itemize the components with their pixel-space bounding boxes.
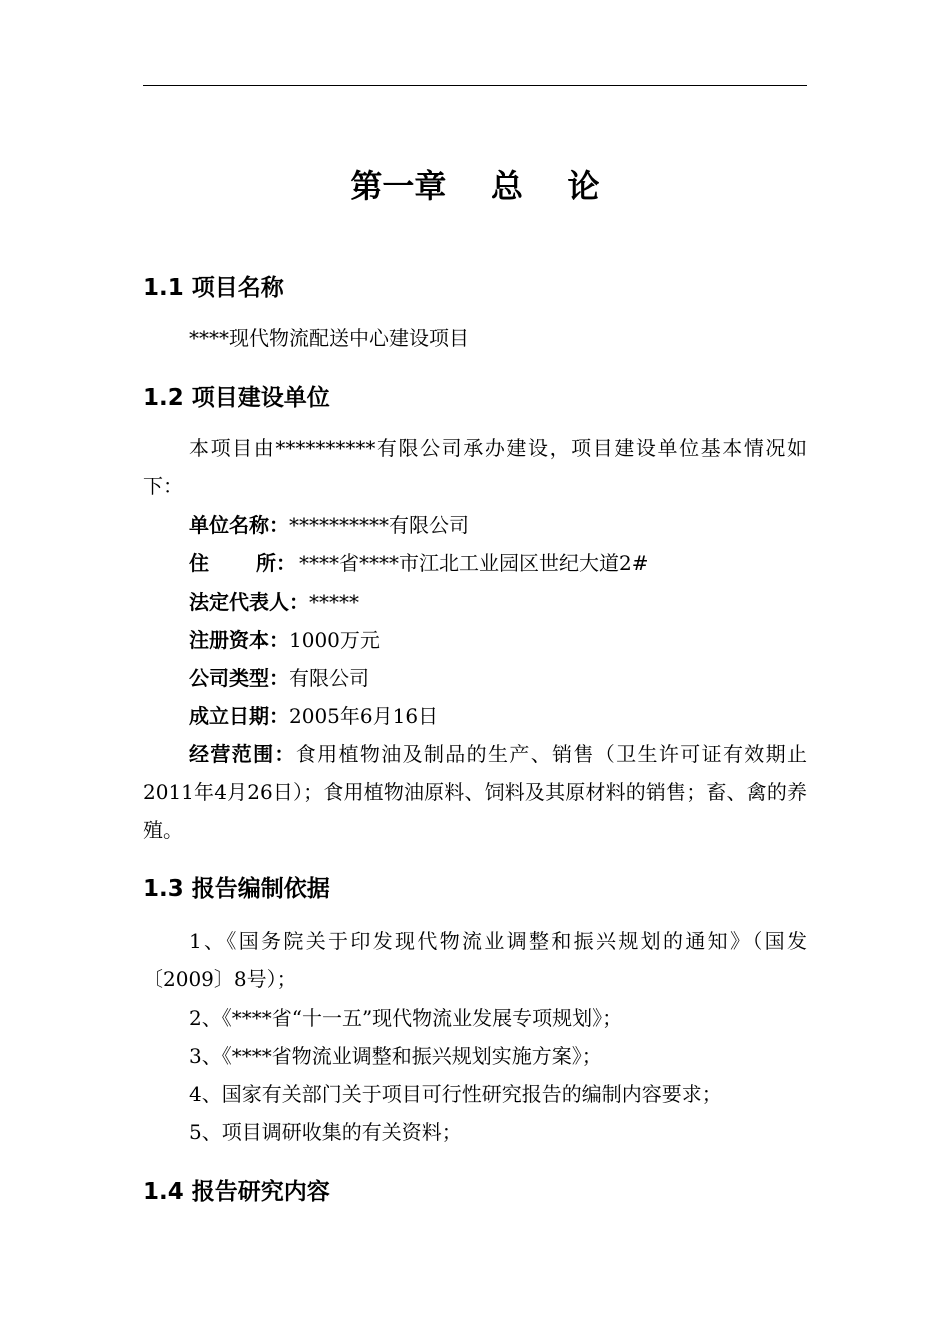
- field-label: 住 所：: [189, 551, 296, 575]
- field-label: 经营范围：: [189, 742, 296, 766]
- field-label: 注册资本：: [189, 628, 289, 652]
- field-capital: [189, 621, 380, 659]
- field-business-scope: [143, 735, 807, 849]
- project-name: ****现代物流配送中心建设项目: [189, 326, 469, 350]
- field-value: **********有限公司: [289, 513, 469, 537]
- field-unit-name: [189, 506, 469, 544]
- section-heading-1-3: 1.3 报告编制依据: [143, 876, 330, 902]
- builder-intro: 本项目由**********有限公司承办建设，项目建设单位基本情况如下：: [143, 436, 807, 498]
- basis-item: 4、国家有关部门关于项目可行性研究报告的编制内容要求；: [189, 1082, 722, 1106]
- field-label: 成立日期：: [189, 704, 289, 728]
- field-value: 1000万元: [289, 628, 380, 652]
- basis-item: 1、《国务院关于印发现代物流业调整和振兴规划的通知》（国发〔2009〕8号）；: [143, 929, 807, 991]
- basis-item: 3、《****省物流业调整和振兴规划实施方案》；: [189, 1044, 602, 1068]
- field-company-type: [189, 659, 369, 697]
- header-rule: [143, 85, 807, 86]
- field-address: [189, 544, 648, 582]
- basis-item: 5、项目调研收集的有关资料；: [189, 1120, 462, 1144]
- section-heading-1-4: 1.4 报告研究内容: [143, 1179, 330, 1205]
- field-value: ****省****市江北工业园区世纪大道2#: [299, 551, 649, 575]
- field-value: *****: [309, 590, 359, 614]
- field-value: 食用植物油及制品的生产、销售（卫生许可证有效期止2011年4月26日）；食用植物油原料、饲料及其原材料的销售；畜、禽的养殖。: [143, 742, 808, 842]
- field-label: 公司类型：: [189, 666, 289, 690]
- section-heading-1-2: 1.2 项目建设单位: [143, 385, 330, 411]
- chapter-title: 第一章 总 论: [350, 167, 600, 205]
- field-founded: [189, 697, 438, 735]
- field-value: 有限公司: [289, 666, 369, 690]
- field-label: 法定代表人：: [189, 590, 309, 614]
- basis-item: 2、《****省“十一五”现代物流业发展专项规划》；: [189, 1006, 623, 1030]
- section-heading-1-1: 1.1 项目名称: [143, 275, 284, 301]
- field-legal-rep: [189, 583, 359, 621]
- field-label: 单位名称：: [189, 513, 289, 537]
- field-value: 2005年6月16日: [289, 704, 439, 728]
